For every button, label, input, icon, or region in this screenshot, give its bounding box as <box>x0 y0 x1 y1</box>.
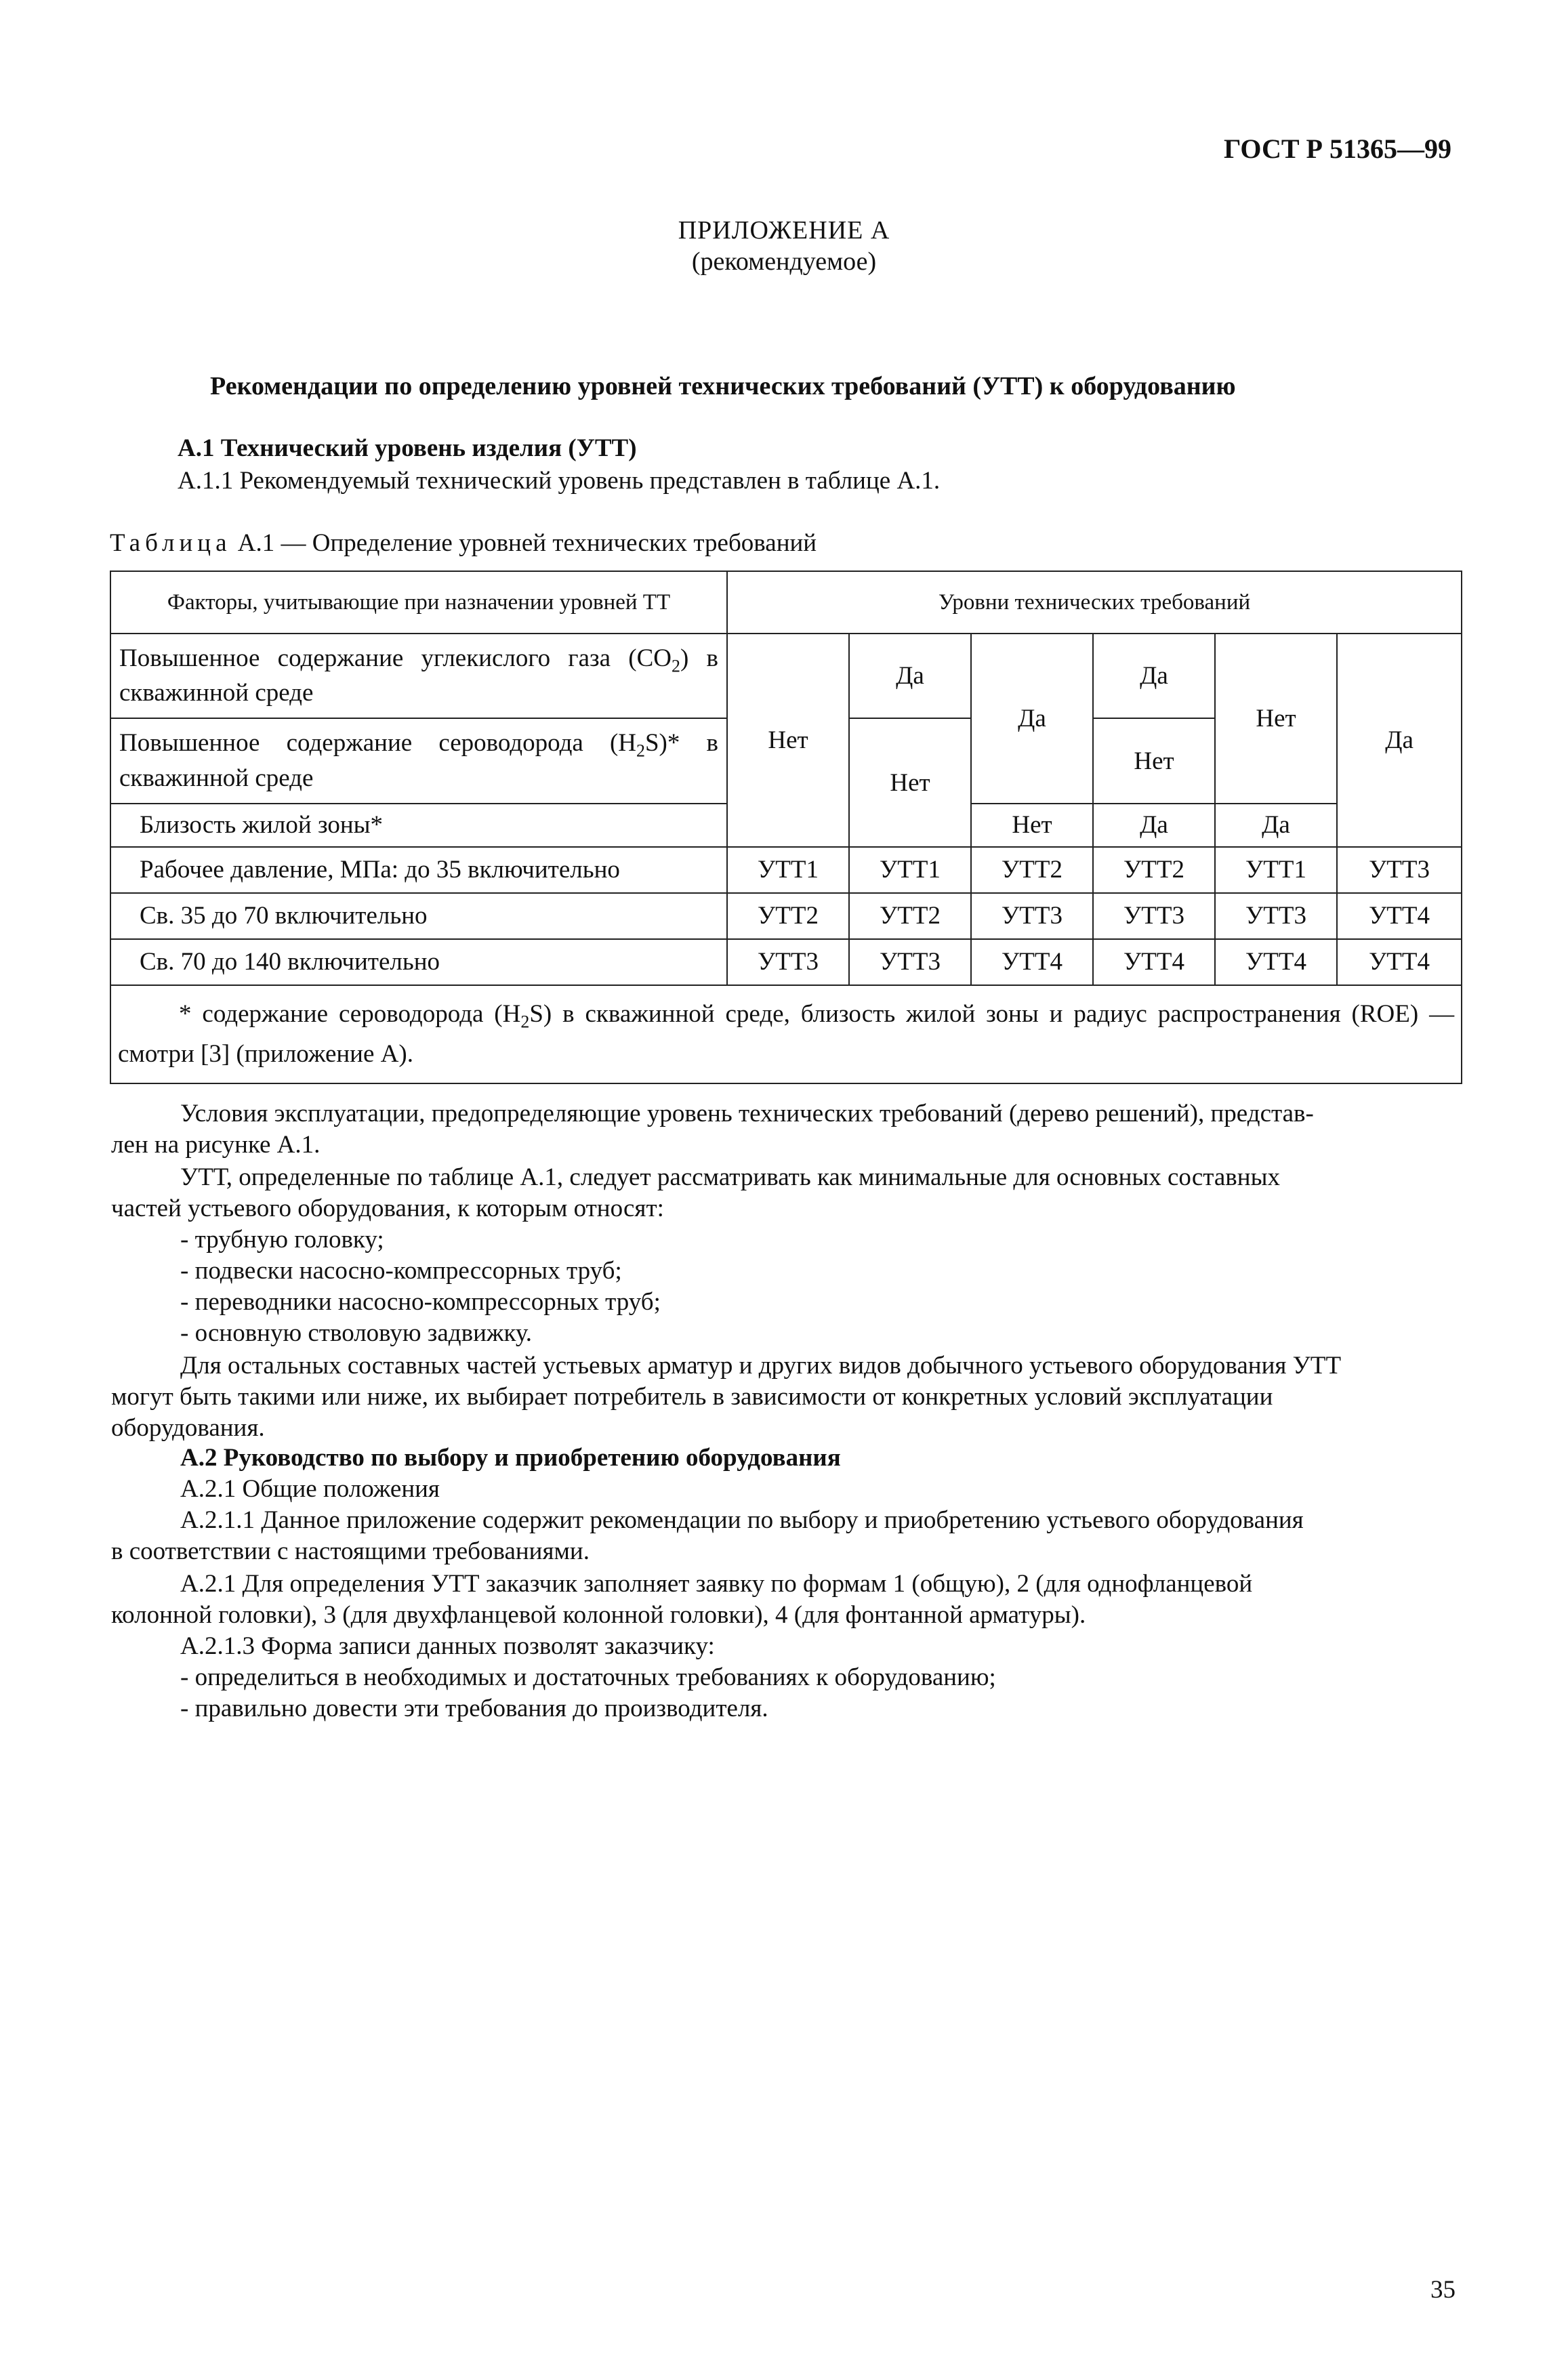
level-cell: УТТ3 <box>727 939 849 985</box>
pressure-label: Рабочее давление, МПа: до 35 включительно <box>110 847 727 893</box>
level-cell: УТТ3 <box>849 939 971 985</box>
table-caption-text: А.1 — Определение уровней технических требований <box>237 529 817 557</box>
cond-col4-co2: Да <box>1093 634 1215 718</box>
table-row <box>110 847 1462 893</box>
level-cell: УТТ3 <box>1337 847 1462 893</box>
level-cell: УТТ1 <box>849 847 971 893</box>
list-item: - правильно довести эти требования до производителя. <box>180 1695 768 1722</box>
page-number: 35 <box>1430 2276 1456 2304</box>
cond-col4-zone: Да <box>1093 804 1215 847</box>
table-footnote: * содержание сероводорода $(H_2S)$ в скважинной среде, близость жилой зоны и радиус распространения (ROE) — смотри [3] (приложение А). <box>110 985 1462 1083</box>
list-item: - трубную головку; <box>180 1226 384 1253</box>
level-cell: УТТ4 <box>1337 939 1462 985</box>
body-line: Для остальных составных частей устьевых арматур и других видов добычного устьевого оборудования УТТ <box>180 1352 1342 1380</box>
body-line: в соответствии с настоящими требованиями. <box>111 1537 590 1565</box>
list-item: - основную стволовую задвижку. <box>180 1319 532 1347</box>
level-cell: УТТ2 <box>849 893 971 939</box>
section-a1-heading: А.1 Технический уровень изделия (УТТ) <box>178 434 637 462</box>
level-cell: УТТ4 <box>1093 939 1215 985</box>
standard-code: ГОСТ Р 51365—99 <box>1223 133 1451 164</box>
cond-col4-h2s: Нет <box>1093 718 1215 803</box>
table-row <box>110 939 1462 985</box>
level-cell: УТТ4 <box>1337 893 1462 939</box>
factor-h2s: Повышенное содержание сероводорода $(H_2S)*$ в скважинной среде <box>110 718 727 803</box>
body-line: А.2.1 Для определения УТТ заказчик заполняет заявку по формам 1 (общую), 2 (для однофланцевой <box>180 1570 1253 1598</box>
table-caption-prefix: Таблица <box>110 529 232 557</box>
body-line: Условия эксплуатации, предопределяющие уровень технических требований (дерево решений), представ- <box>180 1100 1314 1127</box>
cond-col2-h2s: Нет <box>849 718 971 846</box>
body-line: А.2.1.1 Данное приложение содержит рекомендации по выбору и приобретению устьевого оборудования <box>180 1506 1304 1534</box>
list-item: - подвески насосно-компрессорных труб; <box>180 1257 622 1285</box>
section-a1-paragraph: А.1.1 Рекомендуемый технический уровень представлен в таблице А.1. <box>178 467 941 495</box>
cond-col2-co2: Да <box>849 634 971 718</box>
factor-co2: Повышенное содержание углекислого газа $(CO_2)$ в скважинной среде <box>110 634 727 718</box>
section-a2-heading: А.2 Руководство по выбору и приобретению оборудования <box>180 1444 841 1472</box>
level-cell: УТТ4 <box>1215 939 1337 985</box>
body-line: частей устьевого оборудования, к которым относят: <box>111 1195 664 1222</box>
factor-zone: Близость жилой зоны* <box>110 804 727 847</box>
body-line: лен на рисунке А.1. <box>111 1131 321 1159</box>
cond-col5-co2-h2s: Нет <box>1215 634 1337 804</box>
table-row <box>110 893 1462 939</box>
header-levels: Уровни технических требований <box>727 571 1462 634</box>
level-cell: УТТ1 <box>1215 847 1337 893</box>
level-cell: УТТ2 <box>727 893 849 939</box>
level-cell: УТТ3 <box>1215 893 1337 939</box>
level-cell: УТТ3 <box>1093 893 1215 939</box>
body-line: УТТ, определенные по таблице А.1, следует рассматривать как минимальные для основных составных <box>180 1163 1280 1191</box>
body-line: колонной головки), 3 (для двухфланцевой колонной головки), 4 (для фонтанной арматуры). <box>111 1601 1086 1629</box>
body-line: могут быть такими или ниже, их выбирает потребитель в зависимости от конкретных условий эксплуатации <box>111 1383 1273 1411</box>
cond-col3-co2-h2s: Да <box>971 634 1093 804</box>
list-item: - переводники насосно-компрессорных труб; <box>180 1288 661 1316</box>
table-caption <box>110 529 817 558</box>
cond-col5-zone: Да <box>1215 804 1337 847</box>
cond-col1: Нет <box>727 634 849 847</box>
body-line: А.2.1 Общие положения <box>180 1475 440 1503</box>
main-heading: Рекомендации по определению уровней технических требований (УТТ) к оборудованию <box>210 372 1236 400</box>
annex-title: ПРИЛОЖЕНИЕ А <box>678 216 890 245</box>
body-line: А.2.1.3 Форма записи данных позволят заказчику: <box>180 1632 715 1660</box>
cond-col6: Да <box>1337 634 1462 847</box>
cond-col3-zone: Нет <box>971 804 1093 847</box>
level-cell: УТТ2 <box>971 847 1093 893</box>
annex-subtitle: (рекомендуемое) <box>691 247 877 276</box>
pressure-label: Св. 35 до 70 включительно <box>110 893 727 939</box>
requirements-table <box>110 571 1462 1084</box>
pressure-label: Св. 70 до 140 включительно <box>110 939 727 985</box>
body-line: оборудования. <box>111 1414 265 1442</box>
level-cell: УТТ4 <box>971 939 1093 985</box>
level-cell: УТТ2 <box>1093 847 1215 893</box>
header-factors: Факторы, учитывающие при назначении уровней ТТ <box>110 571 727 634</box>
list-item: - определиться в необходимых и достаточных требованиях к оборудованию; <box>180 1663 996 1691</box>
level-cell: УТТ3 <box>971 893 1093 939</box>
level-cell: УТТ1 <box>727 847 849 893</box>
